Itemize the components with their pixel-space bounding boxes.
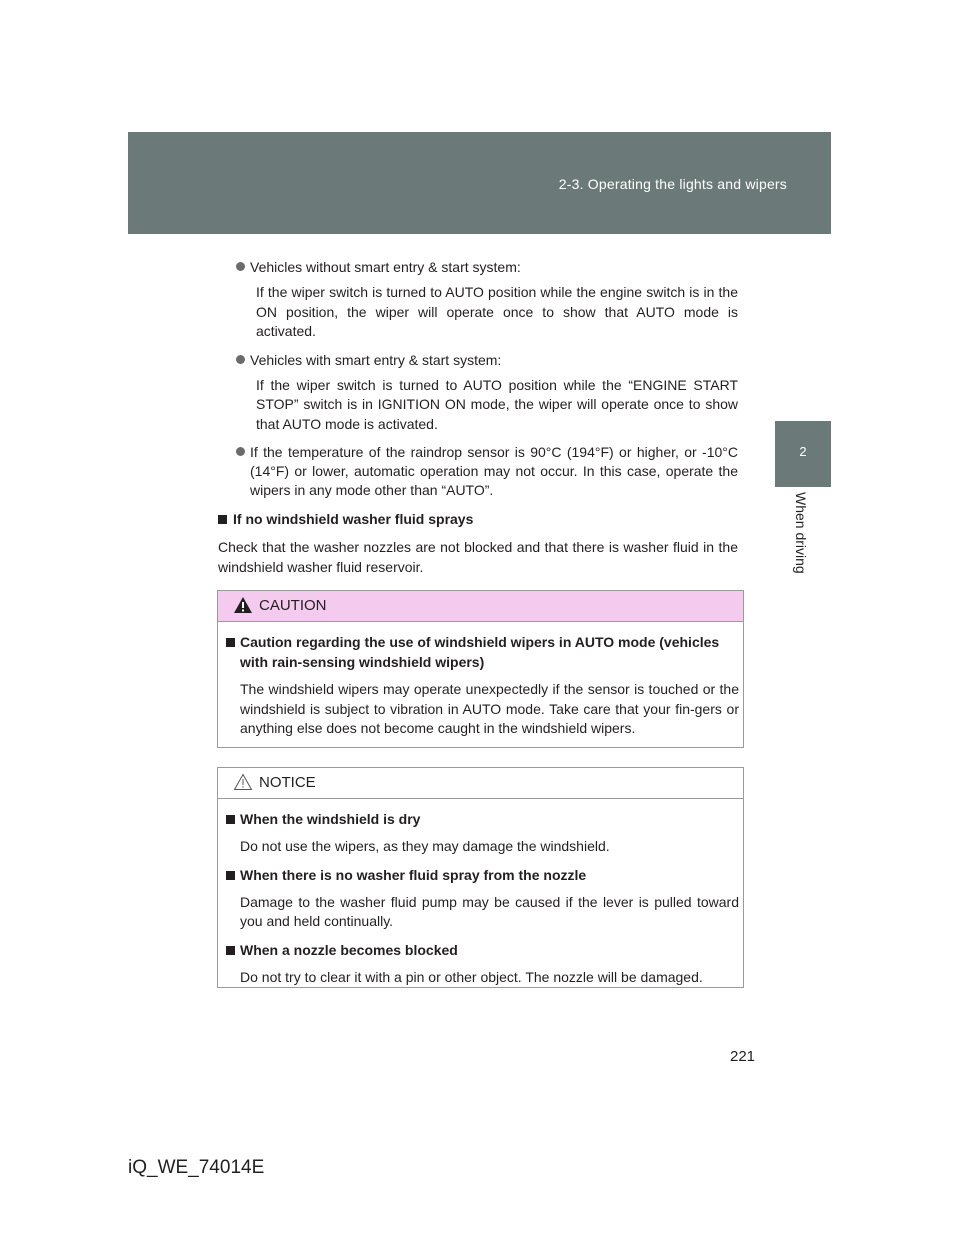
caution-item-heading xyxy=(226,632,743,672)
bullet-text: If the wiper switch is turned to AUTO position while the engine switch is in the ON position, the wiper will operate once to show that AUTO mode is activated. xyxy=(256,284,738,339)
square-bullet-icon xyxy=(226,815,235,824)
notice-item-text: Damage to the washer fluid pump may be caused if the lever is pulled toward you and held continually. xyxy=(240,893,739,929)
header-band xyxy=(128,132,831,234)
bullet-dot-icon xyxy=(236,262,245,271)
chapter-number: 2 xyxy=(799,444,807,459)
notice-item-text: Do not try to clear it with a pin or other object. The nozzle will be damaged. xyxy=(240,968,703,985)
chapter-tab xyxy=(775,421,831,487)
caution-item-heading-text: Caution regarding the use of windshield wipers in AUTO mode (vehicles with rain-sensing windshield wipers) xyxy=(240,634,720,670)
bullet-item xyxy=(236,443,738,500)
bullet-label: If the temperature of the raindrop sensor is 90°C (194°F) or higher, or -10°C (14°F) or lower, automatic operation may not occur. In this case, operate the wipers in any mode other than “AUTO”. xyxy=(250,444,738,498)
square-bullet-icon xyxy=(226,638,235,647)
bullet-label: Vehicles with smart entry & start system: xyxy=(250,351,502,368)
bullet-dot-icon xyxy=(236,355,245,364)
bullet-item xyxy=(236,258,738,277)
caution-header xyxy=(218,591,743,622)
notice-item-heading xyxy=(226,809,743,829)
notice-box xyxy=(217,767,744,988)
section-heading xyxy=(218,510,720,529)
document-code: iQ_WE_74014E xyxy=(128,1157,265,1178)
warning-triangle-icon xyxy=(233,596,253,614)
page-number: 221 xyxy=(730,1048,756,1065)
notice-triangle-icon xyxy=(233,773,253,791)
chapter-label: When driving xyxy=(793,492,809,574)
section-text: Check that the washer nozzles are not blocked and that there is washer fluid in the windshield washer fluid reservoir. xyxy=(218,539,738,575)
square-bullet-icon xyxy=(226,946,235,955)
notice-header xyxy=(218,768,743,799)
bullet-dot-icon xyxy=(236,447,245,456)
notice-item-heading-text: When there is no washer fluid spray from the nozzle xyxy=(240,866,587,883)
section-title: 2-3. Operating the lights and wipers xyxy=(558,176,787,192)
bullet-text: If the wiper switch is turned to AUTO position while the “ENGINE START STOP” switch is in IGNITION ON mode, the wiper will operate once to show that AUTO mode is activated. xyxy=(256,376,738,432)
caution-item-text: The windshield wipers may operate unexpectedly if the sensor is touched or the windshield is subject to vibration in AUTO mode. Take care that your fin-gers or anything else does not become caught in the windshield wipers. xyxy=(240,681,739,736)
notice-item-heading-text: When a nozzle becomes blocked xyxy=(240,941,458,958)
caution-title: CAUTION xyxy=(259,597,327,614)
square-bullet-icon xyxy=(226,871,235,880)
notice-item-text: Do not use the wipers, as they may damage the windshield. xyxy=(240,838,610,854)
bullet-item xyxy=(236,351,738,370)
section-heading-text: If no windshield washer fluid sprays xyxy=(233,511,474,527)
notice-item-heading xyxy=(226,940,743,960)
caution-box xyxy=(217,590,744,748)
notice-item-heading xyxy=(226,865,743,885)
bullet-label: Vehicles without smart entry & start system: xyxy=(250,259,521,275)
main-content xyxy=(218,258,738,577)
square-bullet-icon xyxy=(218,515,227,524)
notice-item-heading-text: When the windshield is dry xyxy=(240,811,421,827)
notice-title: NOTICE xyxy=(259,774,316,791)
